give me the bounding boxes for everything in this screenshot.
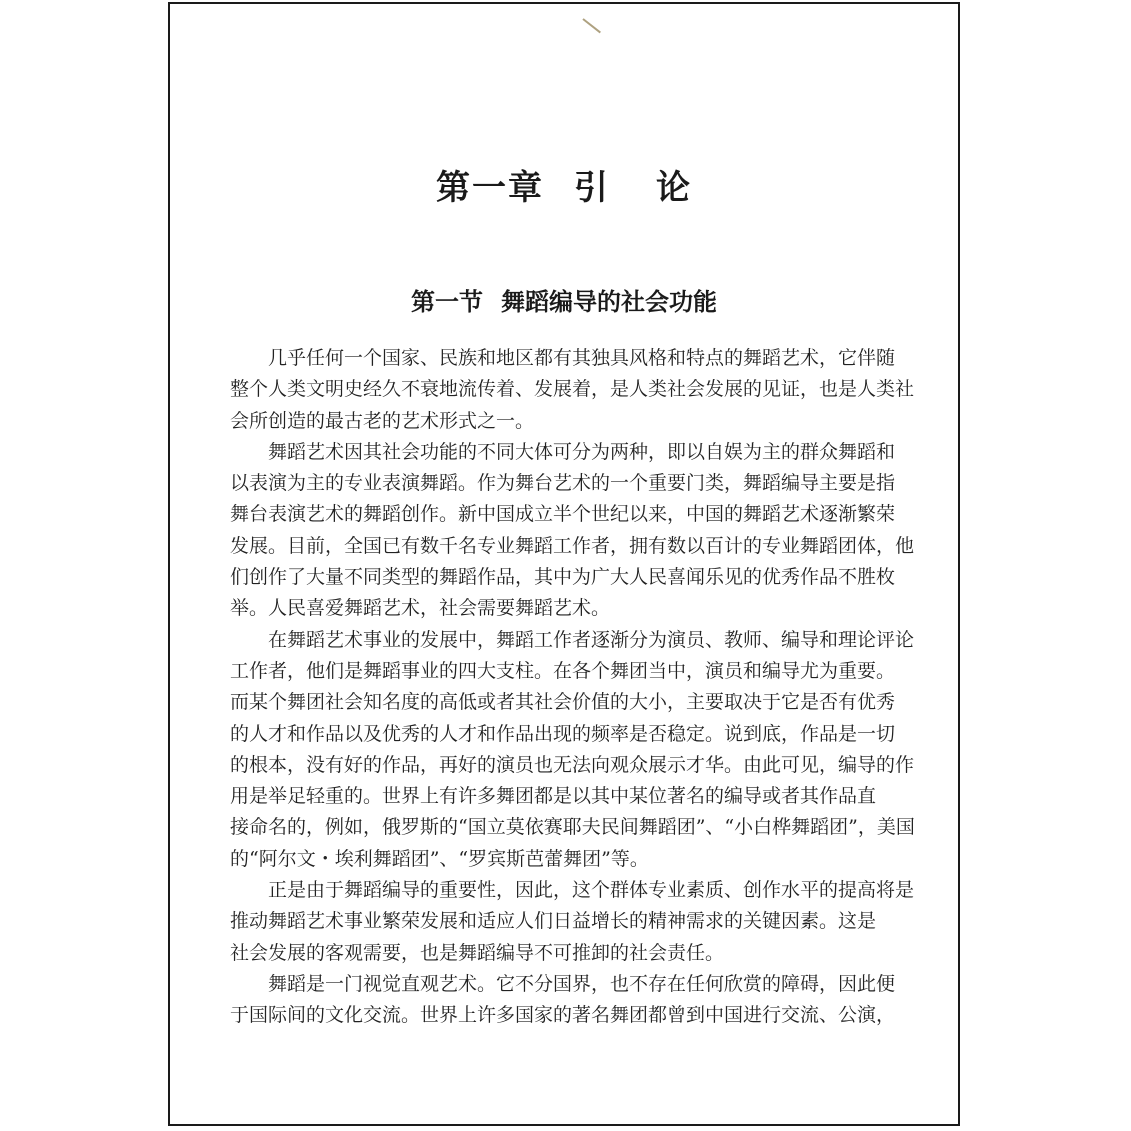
- paragraph-line: 接命名的，例如，俄罗斯的“国立莫依赛耶夫民间舞蹈团”、“小白桦舞蹈团”，美国: [230, 816, 915, 839]
- paragraph-2: [230, 437, 915, 625]
- paragraph-5: [230, 969, 896, 1032]
- section-title: [168, 282, 960, 317]
- paragraph-line: 举。人民喜爱舞蹈艺术，社会需要舞蹈艺术。: [230, 597, 611, 620]
- chapter-title: [168, 160, 960, 209]
- paragraph-line: 以表演为主的专业表演舞蹈。作为舞台艺术的一个重要门类，舞蹈编导主要是指: [230, 472, 896, 495]
- paragraph-line: 工作者，他们是舞蹈事业的四大支柱。在各个舞团当中，演员和编导尤为重要。: [230, 659, 896, 682]
- paragraph-line: 会所创造的最古老的艺术形式之一。: [230, 409, 535, 432]
- paragraph-line: 们创作了大量不同类型的舞蹈作品，其中为广大人民喜闻乐见的优秀作品不胜枚: [230, 566, 896, 589]
- paragraph-line: 于国际间的文化交流。世界上许多国家的著名舞团都曾到中国进行交流、公演，: [230, 1004, 896, 1027]
- paragraph-line: 的根本，没有好的作品，再好的演员也无法向观众展示才华。由此可见，编导的作: [230, 753, 915, 776]
- paragraph-line: 用是举足轻重的。世界上有许多舞团都是以其中某位著名的编导或者其作品直: [230, 785, 877, 808]
- paragraph-line: 社会发展的客观需要，也是舞蹈编导不可推卸的社会责任。: [230, 941, 725, 964]
- paragraph-line: 整个人类文明史经久不衰地流传着、发展着，是人类社会发展的见证，也是人类社: [230, 378, 915, 401]
- paragraph-4: [230, 875, 915, 969]
- chapter-title-char-1: 引: [574, 168, 610, 208]
- paragraph-line: 的人才和作品以及优秀的人才和作品出现的频率是否稳定。说到底，作品是一切: [230, 722, 896, 745]
- section-name: 舞蹈编导的社会功能: [501, 288, 717, 316]
- body-text: [230, 343, 915, 1032]
- paragraph-line: 舞蹈艺术因其社会功能的不同大体可分为两种，即以自娱为主的群众舞蹈和: [268, 440, 896, 463]
- paragraph-line: 推动舞蹈艺术事业繁荣发展和适应人们日益增长的精神需求的关键因素。这是: [230, 910, 877, 933]
- paragraph-line: 舞台表演艺术的舞蹈创作。新中国成立半个世纪以来，中国的舞蹈艺术逐渐繁荣: [230, 503, 896, 526]
- paragraph-line: 而某个舞团社会知名度的高低或者其社会价值的大小，主要取决于它是否有优秀: [230, 691, 896, 714]
- paragraph-line: 几乎任何一个国家、民族和地区都有其独具风格和特点的舞蹈艺术，它伴随: [268, 347, 896, 369]
- paragraph-line: 在舞蹈艺术事业的发展中，舞蹈工作者逐渐分为演员、教师、编导和理论评论: [268, 628, 915, 651]
- paragraph-line: 发展。目前，全国已有数千名专业舞蹈工作者，拥有数以百计的专业舞蹈团体，他: [230, 534, 915, 557]
- paragraph-line: 舞蹈是一门视觉直观艺术。它不分国界，也不存在任何欣赏的障碍，因此便: [268, 972, 896, 995]
- chapter-title-char-2: 论: [656, 168, 692, 208]
- paragraph-3: [230, 625, 915, 875]
- paragraph-line: 的“阿尔文・埃利舞蹈团”、“罗宾斯芭蕾舞团”等。: [230, 847, 649, 870]
- section-number: 第一节: [411, 288, 483, 316]
- paragraph-1: [230, 343, 915, 437]
- chapter-prefix: 第一章: [436, 168, 544, 208]
- paragraph-line: 正是由于舞蹈编导的重要性，因此，这个群体专业素质、创作水平的提高将是: [268, 879, 915, 902]
